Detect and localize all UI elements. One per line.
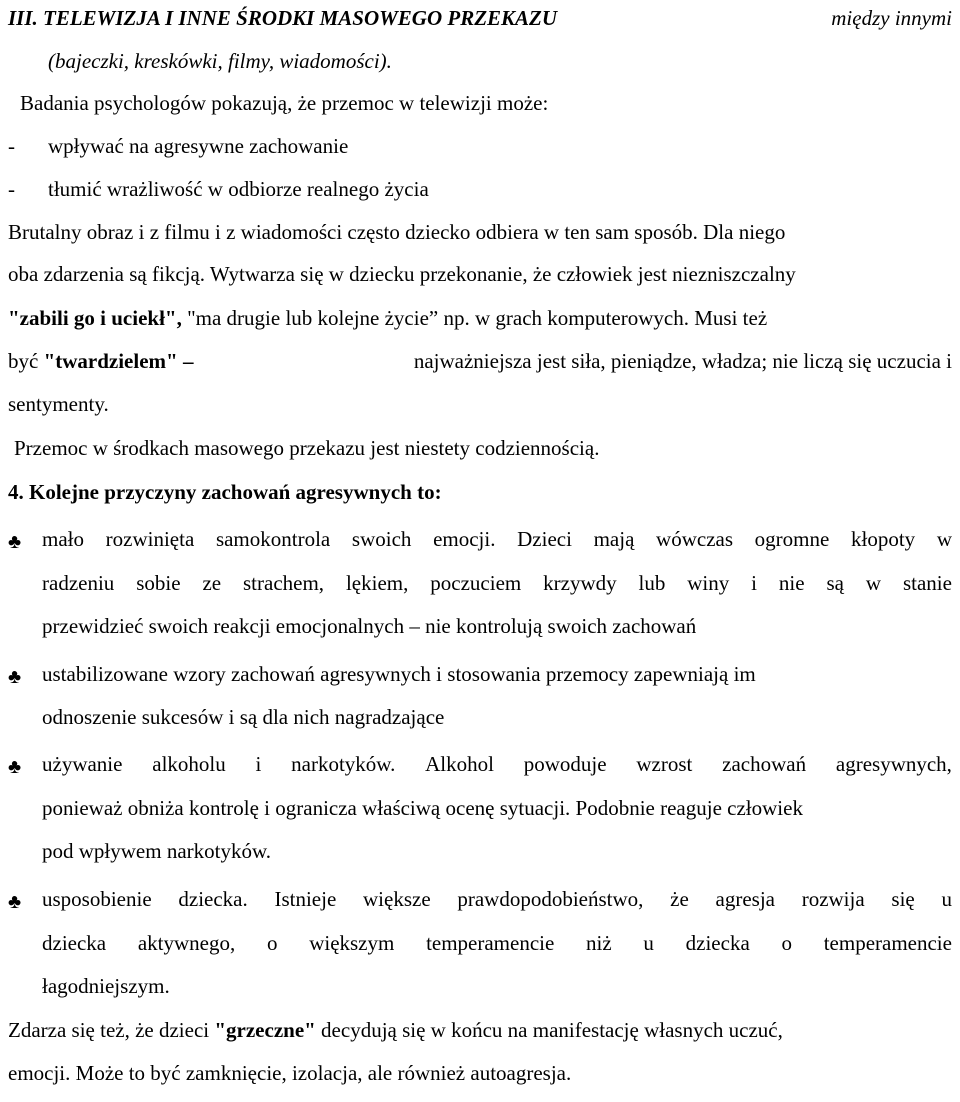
word: winy <box>687 571 730 595</box>
club-bullet-icon: ♣ <box>8 891 22 913</box>
bullet-3-line-3: pod wpływem narkotyków. <box>42 839 272 863</box>
bullet-1-line-3: przewidzieć swoich reakcji emocjonalnych – nie kontrolują swoich zachowań <box>42 614 697 638</box>
bullet-3-line-1 <box>42 750 952 778</box>
section3-heading-line2: (bajeczki, kreskówki, filmy, wiadomości). <box>48 49 392 73</box>
word: o <box>781 931 792 955</box>
word: temperamencie <box>426 931 555 955</box>
word: agresywnych, <box>835 752 952 776</box>
word: dziecka <box>42 931 107 955</box>
word: mało <box>42 527 84 551</box>
section3-heading <box>8 4 952 32</box>
club-bullet-icon: ♣ <box>8 756 22 778</box>
word: aktywnego, <box>137 931 236 955</box>
word: rozwija <box>801 887 865 911</box>
para1-line1: Brutalny obraz i z filmu i z wiadomości często dziecko odbiera w ten sam sposób. Dla niego <box>8 220 786 244</box>
closing-text-b: decydują się w końcu na manifestację własnych uczuć, <box>321 1018 783 1042</box>
bullet-4-line-2 <box>42 929 952 957</box>
word: dziecka <box>685 931 750 955</box>
bullet-text <box>42 885 952 913</box>
para1-line3-rest: "ma drugie lub kolejne życie” np. w grach komputerowych. Musi też <box>187 306 768 330</box>
word: poczuciem <box>430 571 522 595</box>
word: sobie <box>136 571 181 595</box>
word: niż <box>586 931 612 955</box>
word: używanie <box>42 752 123 776</box>
word: są <box>826 571 844 595</box>
bullet-2-line-1: ustabilizowane wzory zachowań agresywnych i stosowania przemocy zapewniają im <box>42 662 756 686</box>
bullet-1-line-2 <box>42 569 952 597</box>
word: alkoholu <box>152 752 226 776</box>
para1-twardziel-bold: "twardzielem" <box>43 349 178 373</box>
closing-grzeczne-bold: "grzeczne" <box>214 1018 316 1042</box>
word: Alkohol <box>425 752 494 776</box>
word: w <box>936 527 952 551</box>
bullet-text <box>42 750 952 778</box>
word: o <box>266 931 278 955</box>
word: wzrost <box>636 752 693 776</box>
closing-line-2: emocji. Może to być zamknięcie, izolacja, ale również autoagresja. <box>8 1061 572 1085</box>
bullet-1-line-1 <box>42 525 952 553</box>
word: rozwinięta <box>105 527 195 551</box>
para1-line5: sentymenty. <box>8 392 109 416</box>
word: emocji. <box>433 527 496 551</box>
word: i <box>751 571 758 595</box>
word: kłopoty <box>850 527 916 551</box>
word: narkotyków. <box>291 752 396 776</box>
para1-word-byc: być <box>8 349 39 373</box>
word: i <box>255 752 262 776</box>
para1-line4-start <box>8 347 193 375</box>
word: prawdopodobieństwo, <box>457 887 644 911</box>
dash-marker: - <box>8 177 15 201</box>
club-bullet-icon: ♣ <box>8 666 22 688</box>
word: Dzieci <box>517 527 572 551</box>
dash-marker: - <box>8 134 15 158</box>
word: strachem, <box>243 571 325 595</box>
word: lękiem, <box>345 571 409 595</box>
para1-line4-rest: najważniejsza jest siła, pieniądze, władza; nie liczą się uczucia i <box>413 349 952 373</box>
word: dziecka. <box>178 887 248 911</box>
word: lub <box>638 571 666 595</box>
club-bullet-icon: ♣ <box>8 531 22 553</box>
bullet-text <box>42 569 952 597</box>
word: radzeniu <box>42 571 115 595</box>
bullet-4-line-1 <box>42 885 952 913</box>
closing-text-a: Zdarza się też, że dzieci <box>8 1018 210 1042</box>
bullet-4-line-3: łagodniejszym. <box>42 974 170 998</box>
word: powoduje <box>523 752 607 776</box>
para1-line3 <box>8 304 952 332</box>
word: usposobienie <box>42 887 152 911</box>
word: u <box>643 931 654 955</box>
para1-line2: oba zdarzenia są fikcją. Wytwarza się w dziecku przekonanie, że człowiek jest niezniszczalny <box>8 262 796 286</box>
word: się <box>891 887 915 911</box>
section3-heading-bold: III. TELEWIZJA I INNE ŚRODKI MASOWEGO PRZEKAZU <box>8 6 558 30</box>
word: agresja <box>715 887 775 911</box>
para1-quote-bold: "zabili go i uciekł", <box>8 306 182 330</box>
section4-heading: 4. Kolejne przyczyny zachowań agresywnych to: <box>8 480 442 504</box>
para1-dash: – <box>182 349 194 373</box>
bullet-3-line-2: ponieważ obniża kontrolę i ogranicza właściwą ocenę sytuacji. Podobnie reaguje człowiek <box>42 796 803 820</box>
closing-line-1 <box>8 1016 952 1044</box>
bullet-text <box>42 929 952 957</box>
word: w <box>865 571 882 595</box>
word: zachowań <box>722 752 807 776</box>
word: ogromne <box>754 527 830 551</box>
word: temperamencie <box>823 931 952 955</box>
bullet-text <box>42 525 952 553</box>
word: Istnieje <box>274 887 337 911</box>
section3-intro: Badania psychologów pokazują, że przemoc w telewizji może: <box>20 91 549 115</box>
word: swoich <box>351 527 412 551</box>
word: mają <box>593 527 635 551</box>
word: ze <box>202 571 222 595</box>
bullet-2-line-2: odnoszenie sukcesów i są dla nich nagradzające <box>42 705 445 729</box>
word: że <box>670 887 689 911</box>
word: wówczas <box>656 527 734 551</box>
section3-heading-tail: między innymi <box>831 6 952 30</box>
para1-line4 <box>8 347 952 375</box>
word: samokontrola <box>215 527 331 551</box>
word: u <box>941 887 952 911</box>
para2: Przemoc w środkach masowego przekazu jest niestety codziennością. <box>14 436 600 460</box>
dash-item-text: tłumić wrażliwość w odbiorze realnego życia <box>48 177 429 201</box>
word: większe <box>363 887 431 911</box>
word: krzywdy <box>543 571 617 595</box>
word: stanie <box>902 571 952 595</box>
word: nie <box>778 571 805 595</box>
word: większym <box>309 931 395 955</box>
dash-item-text: wpływać na agresywne zachowanie <box>48 134 349 158</box>
